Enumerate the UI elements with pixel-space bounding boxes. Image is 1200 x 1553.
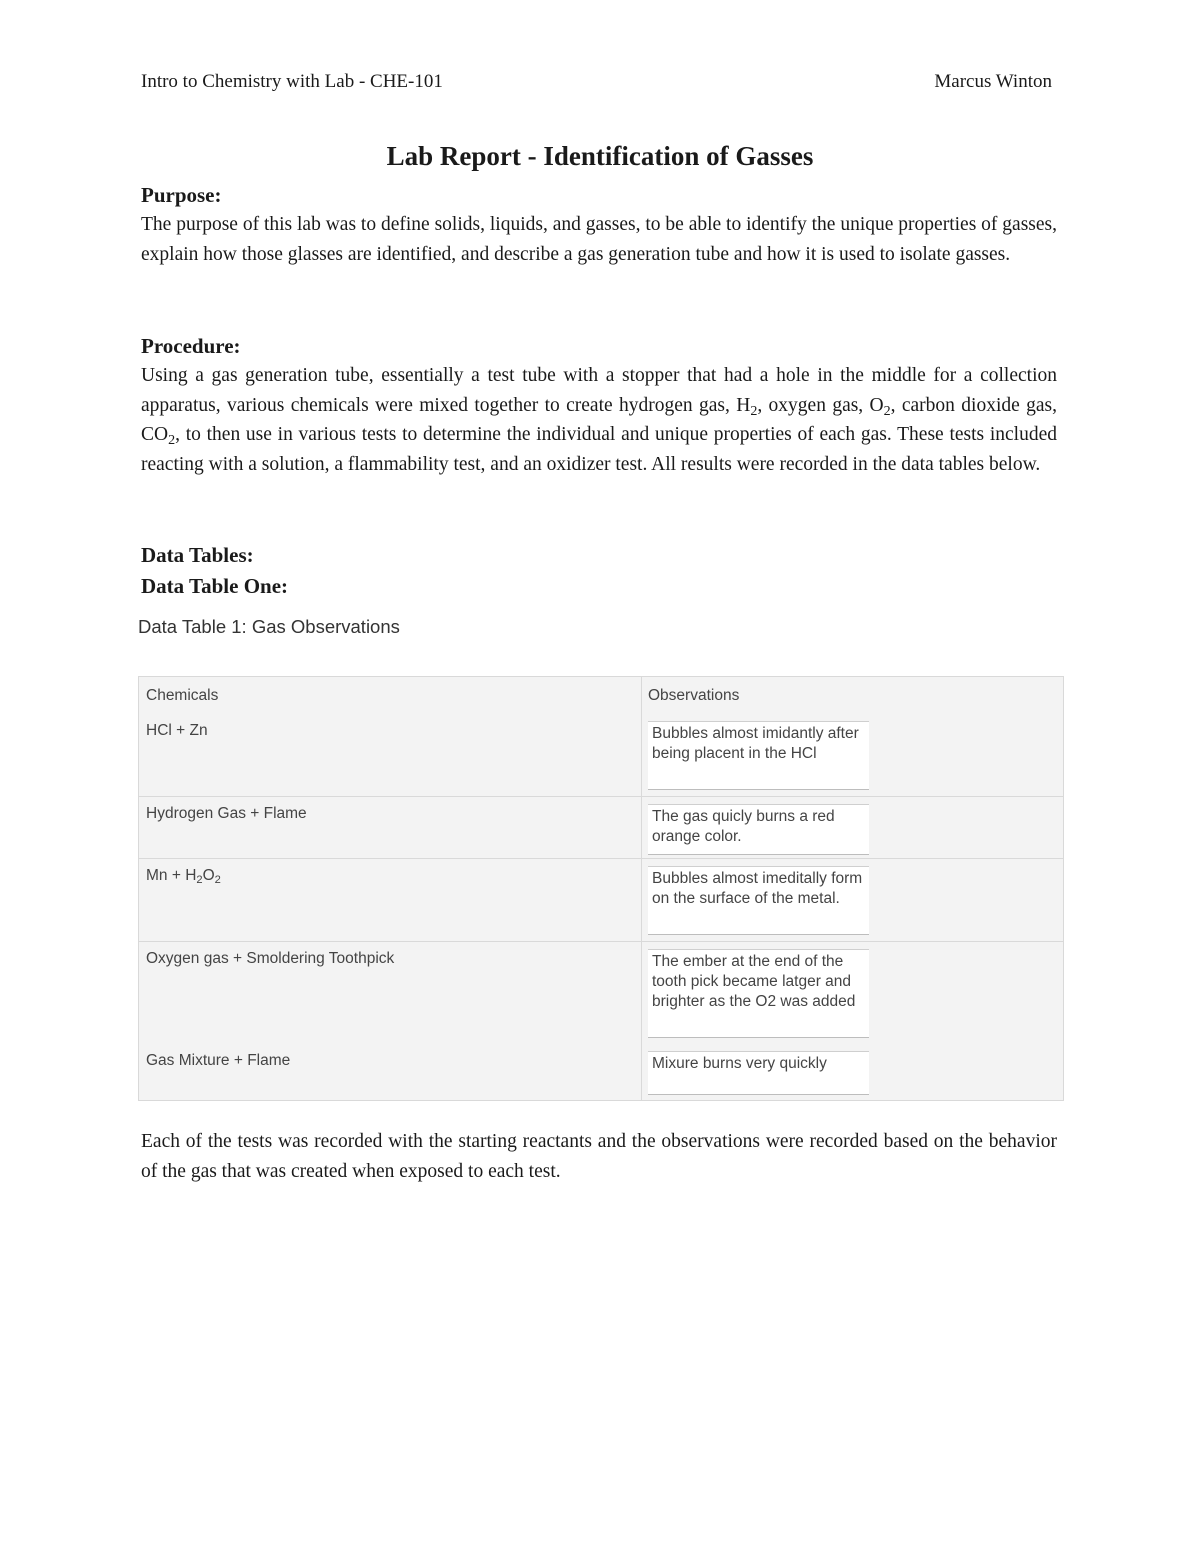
chemical-cell: Oxygen gas + Smoldering Toothpick [139, 942, 642, 1044]
closing-text: Each of the tests was recorded with the starting reactants and the observations were recorded based on the behavior of the gas that was created when exposed to each test. [141, 1131, 1057, 1182]
observation-cell [642, 942, 1063, 1044]
chemical-text: Mn + H [146, 867, 197, 884]
course-name: Intro to Chemistry with Lab - CHE-101 [141, 71, 443, 92]
observation-cell [642, 714, 1063, 796]
table-row [139, 796, 1063, 858]
observation-cell [642, 797, 1063, 858]
data-tables-heading: Data Tables: [141, 543, 254, 567]
table-row [139, 858, 1063, 941]
chemical-cell [139, 859, 642, 941]
observation-field[interactable]: Bubbles almost imidantly after being placent in the HCl [648, 721, 869, 790]
observation-cell [642, 1044, 1063, 1100]
procedure-text-part: , carbon dioxide gas, CO [141, 394, 1057, 446]
observation-cell [642, 859, 1063, 941]
table-row [139, 714, 1063, 796]
chemical-cell: Hydrogen Gas + Flame [139, 797, 642, 858]
subscript: 2 [168, 432, 176, 449]
report-title: Lab Report - Identification of Gasses [386, 141, 814, 171]
procedure-text-part: , oxygen gas, O [757, 394, 884, 416]
subscript: 2 [196, 874, 203, 887]
procedure-heading: Procedure: [141, 334, 241, 358]
chemical-text: O [202, 867, 215, 884]
column-header-chemicals: Chemicals [139, 677, 642, 714]
subscript: 2 [214, 874, 221, 887]
chemical-cell: HCl + Zn [139, 714, 642, 796]
table-caption: Data Table 1: Gas Observations [138, 616, 400, 637]
column-header-observations: Observations [648, 687, 740, 704]
subscript: 2 [750, 402, 758, 419]
page-header [141, 71, 1052, 93]
author-name: Marcus Winton [934, 71, 1052, 92]
purpose-text: The purpose of this lab was to define solids, liquids, and gasses, to be able to identify the unique properties of gasses, explain how those glasses are identified, and describe a gas generation tube and how it is used to isolate gasses. [141, 214, 1057, 265]
observation-field[interactable]: The ember at the end of the tooth pick became latger and brighter as the O2 was added [648, 949, 869, 1038]
observation-field[interactable]: The gas quicly burns a red orange color. [648, 804, 869, 855]
purpose-heading: Purpose: [141, 183, 222, 207]
chemical-cell: Gas Mixture + Flame [139, 1044, 642, 1100]
observation-field[interactable]: Bubbles almost imeditally form on the surface of the metal. [648, 866, 869, 935]
table-header-row [139, 677, 1063, 714]
table-row [139, 1044, 1063, 1100]
procedure-text-part: , to then use in various tests to determine the individual and unique properties of each gas. These tests included reacting with a solution, a flammability test, and an oxidizer test. All results were recorded in the data tables below. [141, 424, 1057, 476]
procedure-text [141, 361, 1057, 480]
observation-field[interactable]: Mixure burns very quickly [648, 1051, 869, 1095]
subscript: 2 [883, 402, 891, 419]
data-table-one-heading: Data Table One: [141, 574, 289, 598]
table-row [139, 941, 1063, 1044]
procedure-text-part: Using a gas generation tube, essentially a test tube with a stopper that had a hole in the middle for a collection apparatus, various chemicals were mixed together to create hydrogen gas, H [141, 365, 1057, 416]
gas-observations-table [138, 676, 1064, 1101]
